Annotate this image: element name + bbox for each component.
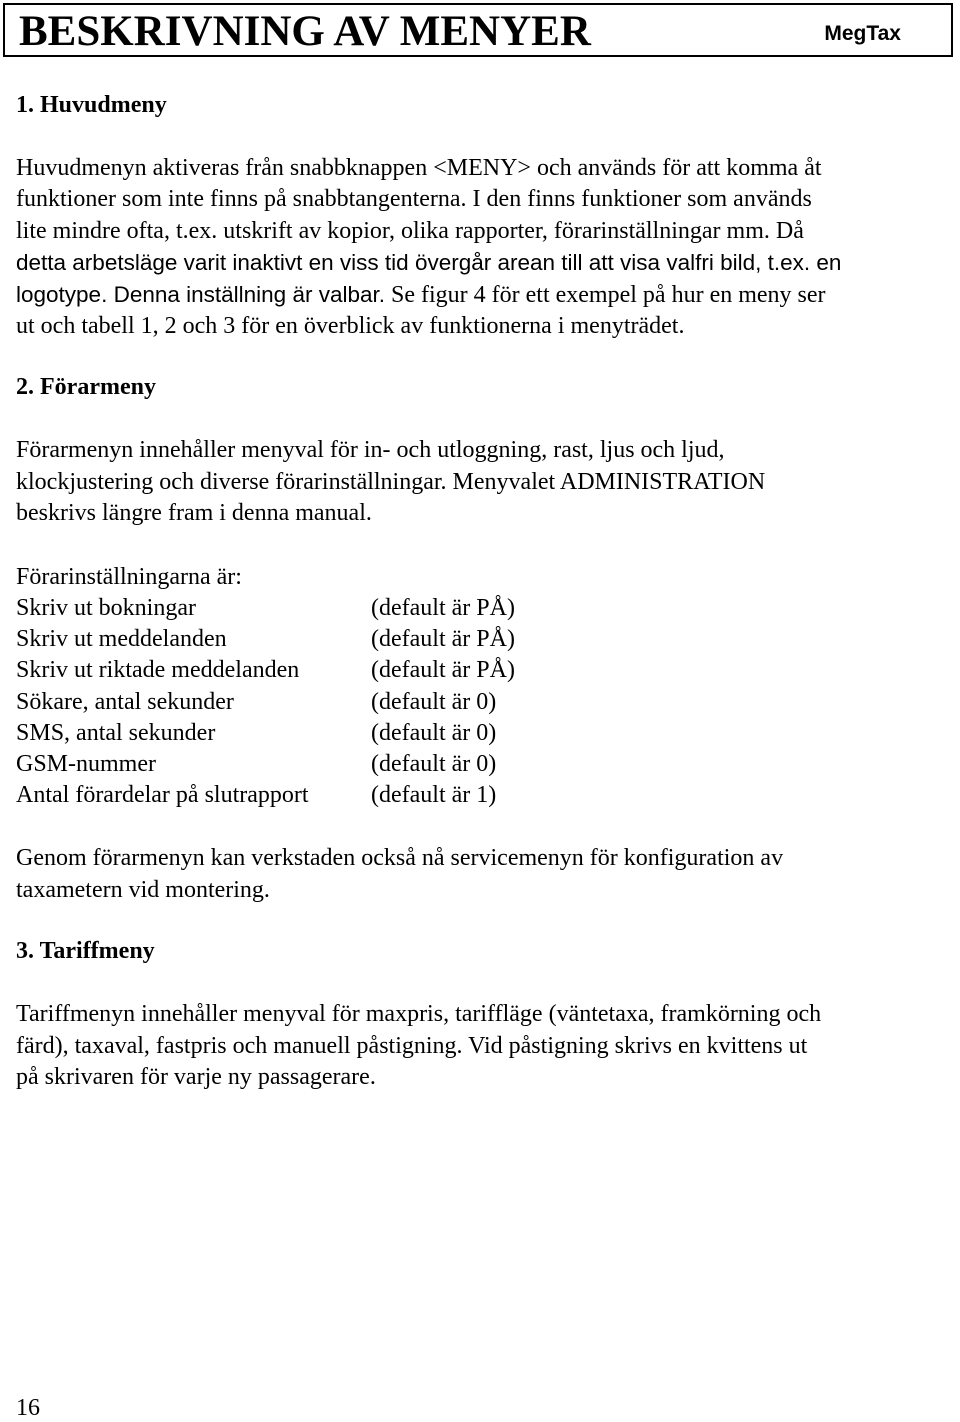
list-item [16,780,946,811]
text-line: detta arbetsläge varit inaktivt en viss tid övergår arean till att visa valfri bild, t.ex. en [16,250,842,276]
list-item [16,624,946,655]
setting-name: GSM-nummer [16,751,156,778]
text-line: på skrivaren för varje ny passagerare. [16,1064,376,1091]
paragraph-service-menu [16,843,946,906]
setting-name: Antal förardelar på slutrapport [16,782,309,809]
driver-settings-list [16,593,946,811]
text-line [16,279,946,311]
setting-name: Skriv ut bokningar [16,595,196,622]
settings-intro [16,562,946,593]
setting-default: (default är 0) [371,751,497,778]
list-item [16,655,946,686]
text-line: Förarinställningarna är: [16,563,242,590]
setting-default: (default är PÅ) [371,657,515,684]
section-heading-tariffmeny: 3. Tariffmeny [16,938,155,965]
page-title: BESKRIVNING AV MENYER [19,8,591,55]
paragraph-huvudmeny [16,153,946,342]
setting-name: Sökare, antal sekunder [16,688,234,715]
text-line: funktioner som inte finns på snabbtangenterna. I den finns funktioner som används [16,186,812,213]
paragraph-tariffmeny [16,999,946,1093]
setting-default: (default är 0) [371,688,497,715]
setting-default: (default är 1) [371,782,497,809]
text-line: Genom förarmenyn kan verkstaden också nå servicemenyn för konfiguration av [16,845,784,872]
paragraph-forarmeny [16,435,946,529]
list-item [16,718,946,749]
list-item [16,687,946,718]
page-header [3,3,953,57]
list-item [16,593,946,624]
document-body [16,90,946,1094]
text-line: beskrivs längre fram i denna manual. [16,500,372,527]
section-heading-huvudmeny: 1. Huvudmeny [16,92,167,118]
section-heading-forarmeny: 2. Förarmeny [16,374,156,401]
text-fragment: Se figur 4 för ett exempel på hur en meny ser [385,281,826,308]
text-line: lite mindre ofta, t.ex. utskrift av kopior, olika rapporter, förarinställningar mm. Då [16,217,804,244]
text-line: ut och tabell 1, 2 och 3 för en överblick av funktionerna i menyträdet. [16,313,685,340]
brand-name: MegTax [824,22,901,45]
setting-name: Skriv ut meddelanden [16,626,227,653]
setting-name: SMS, antal sekunder [16,719,216,746]
text-fragment: logotype. Denna inställning är valbar. [16,281,385,307]
text-line: Förarmenyn innehåller menyval för in- och utloggning, rast, ljus och ljud, [16,437,725,464]
list-item [16,749,946,780]
setting-default: (default är 0) [371,719,497,746]
setting-name: Skriv ut riktade meddelanden [16,657,300,684]
setting-default: (default är PÅ) [371,626,515,653]
page-number: 16 [16,1395,40,1421]
text-line: Huvudmenyn aktiveras från snabbknappen <MENY> och används för att komma åt [16,155,822,181]
setting-default: (default är PÅ) [371,595,515,622]
text-line: taxametern vid montering. [16,876,270,903]
text-line: klockjustering och diverse förarinställningar. Menyvalet ADMINISTRATION [16,468,766,495]
text-line: färd), taxaval, fastpris och manuell påstigning. Vid påstigning skrivs en kvittens ut [16,1032,808,1059]
text-line: Tariffmenyn innehåller menyval för maxpris, tariffläge (väntetaxa, framkörning och [16,1001,822,1028]
